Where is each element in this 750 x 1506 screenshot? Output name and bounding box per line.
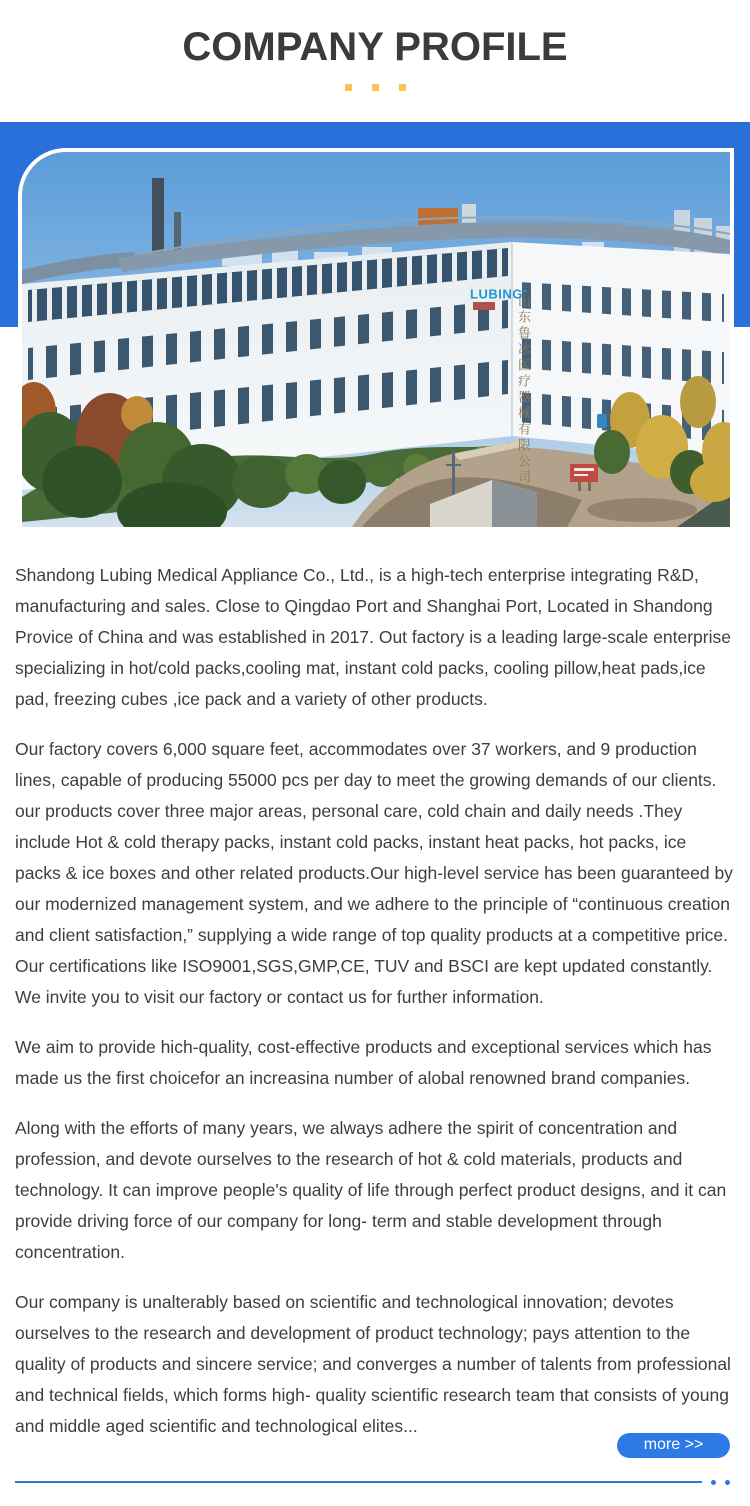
facade-emblem — [597, 414, 607, 428]
profile-paragraph: Our company is unalterably based on scientific and technological innovation; devotes ourselves to the research and development of product technology; pays attention to the quality of products and sincere service; and converges a number of talents from professional and technical fields, which forms high- quality scientific research team that consists of young and middle aged scientific and technological elites... — [15, 1292, 731, 1436]
page-title: COMPANY PROFILE — [182, 25, 568, 69]
lubing-logo: LUBING● — [470, 286, 528, 302]
profile-paragraph: Along with the efforts of many years, we always adhere the spirit of concentration and profession, and devote ourselves to the research of hot & cold materials, products and technology. It can improve people's quality of life through perfect product designs, and it can provide driving force of our company for long- term and stable development through concentration. — [15, 1118, 727, 1262]
divider-dot-icon — [725, 1480, 730, 1485]
more-button[interactable]: more >> — [617, 1433, 730, 1458]
divider-dot-icon — [711, 1480, 716, 1485]
profile-paragraph: We aim to provide hich-quality, cost-effective products and exceptional services which has made us the first choicefor an increasina number of alobal renowned brand companies. — [15, 1037, 712, 1088]
title-accent-dots — [0, 84, 750, 91]
factory-photo-illustration — [22, 152, 730, 527]
profile-paragraph: Shandong Lubing Medical Appliance Co., Ltd., is a high-tech enterprise integrating R&D, manufacturing and sales. Close to Qingdao Port and Shanghai Port, Located in Shandong Provice of China and was established in 2017. Out factory is a leading large-scale enterprise specializing in hot/cold packs,cooling mat, instant cold packs, cooling pillow,heat pads,ice pad, freezing cubes ,ice pack and a variety of other products. — [15, 565, 731, 709]
registered-mark-icon: ● — [522, 288, 528, 295]
bottom-divider — [15, 1481, 702, 1483]
accent-square-icon — [345, 84, 352, 91]
factory-photo-card — [18, 148, 734, 531]
building-vertical-sign: 山东鲁冰医疗器械有限公司 — [516, 294, 531, 486]
profile-paragraph: Our factory covers 6,000 square feet, accommodates over 37 workers, and 9 production lines, capable of producing 55000 pcs per day to meet the growing demands of our clients. our products cover three major areas, personal care, cold chain and daily needs .They include Hot & cold therapy packs, instant cold packs, instant heat packs, hot packs, ice packs & ice boxes and other related products.Our high-level service has been guaranteed by our modernized management system, and we adhere to the principle of “continuous creation and client satisfaction,” supplying a wide range of top quality products at a competitive price. Our certifications like ISO9001,SGS,GMP,CE, TUV and BSCI are kept updated constantly. We invite you to visit our factory or contact us for further information. — [15, 739, 733, 1007]
accent-square-icon — [372, 84, 379, 91]
profile-text — [15, 560, 735, 1461]
accent-square-icon — [399, 84, 406, 91]
logo-red-mark — [473, 302, 495, 310]
